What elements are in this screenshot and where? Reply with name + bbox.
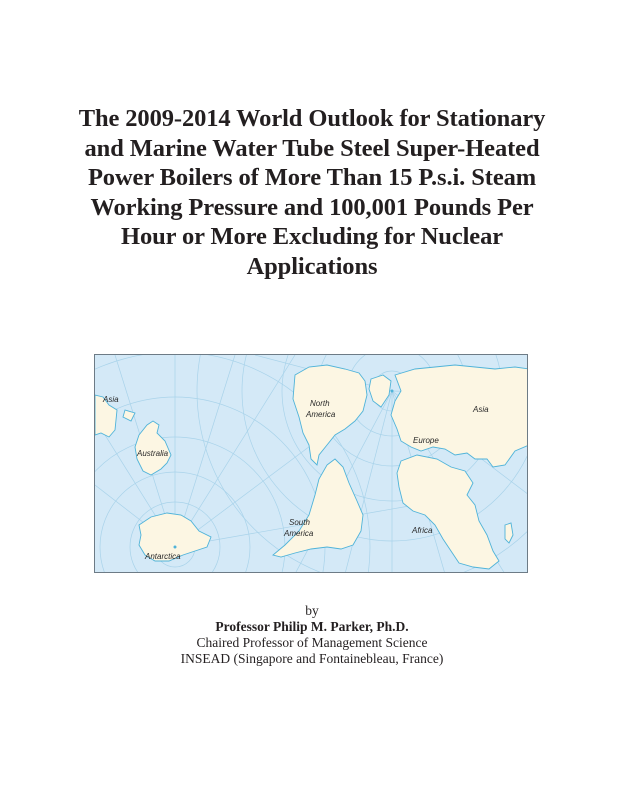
world-map <box>94 354 528 573</box>
title-line-3: Power Boilers of More Than 15 P.s.i. Steam <box>87 164 537 191</box>
map-label-antarctica: Antarctica <box>145 552 181 561</box>
map-label-north-america-2: America <box>306 410 336 419</box>
map-label-australia: Australia <box>137 449 169 458</box>
title-line-2: and Marine Water Tube Steel Super-Heated <box>84 134 540 162</box>
north-pole-marker <box>391 390 394 393</box>
byline <box>100 603 524 667</box>
map-label-asia-right: Asia <box>473 405 489 414</box>
world-map-graphic <box>95 355 528 573</box>
map-label-south-america-2: America <box>284 529 314 538</box>
south-pole-marker <box>174 546 177 549</box>
title-line-5: Hour or More Excluding for Nuclear <box>121 223 503 250</box>
title-line-1: The 2009-2014 World Outlook for Stationary <box>78 105 546 132</box>
map-label-africa: Africa <box>412 526 433 535</box>
title-line-6: Applications <box>246 252 378 280</box>
map-label-north-america-1: North <box>310 399 330 408</box>
author-institution: INSEAD (Singapore and Fontainebleau, France) <box>180 651 444 666</box>
map-label-asia-left: Asia <box>103 395 119 404</box>
map-label-europe: Europe <box>413 436 439 445</box>
title-line-4: Working Pressure and 100,001 Pounds Per <box>90 193 534 221</box>
byline-by: by <box>305 603 319 618</box>
document-title <box>40 104 584 281</box>
author-name: Professor Philip M. Parker, Ph.D. <box>215 619 409 634</box>
map-label-south-america-1: South <box>289 518 310 527</box>
author-position: Chaired Professor of Management Science <box>196 635 428 650</box>
